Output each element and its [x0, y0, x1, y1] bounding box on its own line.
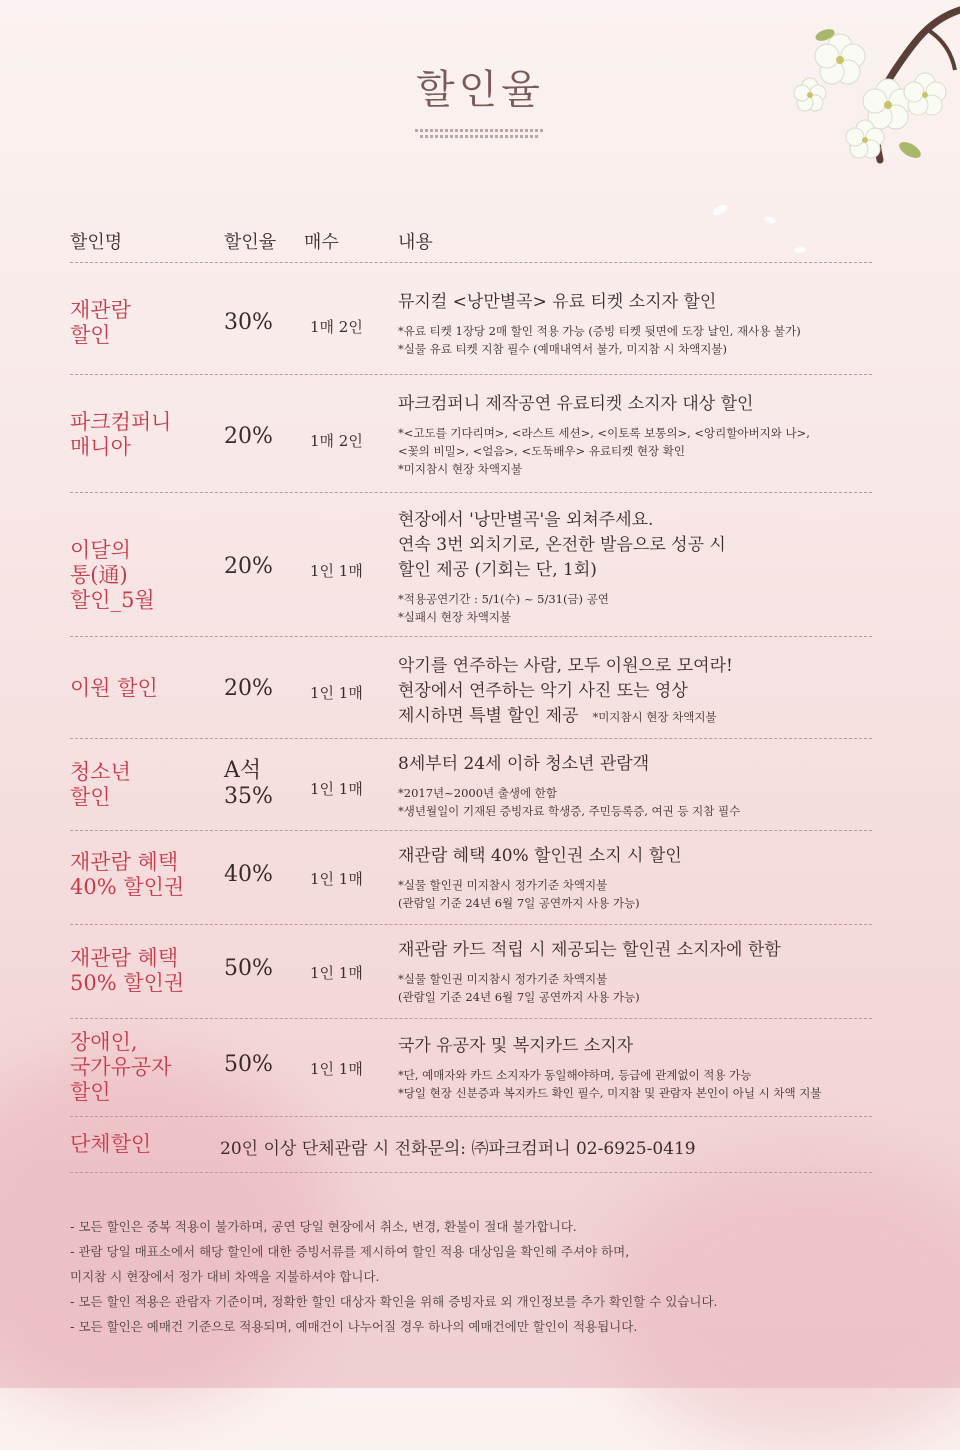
content-note: *실물 할인권 미지참시 정가기준 차액지불 [398, 878, 608, 892]
discount-name-line: 파크컴퍼니 [70, 410, 172, 434]
discount-name-line: 재관람 [70, 298, 131, 322]
discount-qty: 1인 1매 [310, 964, 363, 982]
group-name: 단체할인 [70, 1132, 152, 1156]
header-rate: 할인율 [224, 232, 277, 253]
discount-qty: 1인 1매 [310, 562, 363, 580]
content-note: (관람일 기준 24년 6월 7일 공연까지 사용 가능) [398, 990, 640, 1004]
discount-name-line: 재관람 혜택 [70, 946, 179, 970]
discount-name-line: 할인_5월 [70, 588, 155, 612]
divider [70, 636, 872, 637]
discount-qty: 1인 1매 [310, 780, 363, 798]
divider [70, 374, 872, 375]
content-main-text: 재관람 카드 적립 시 제공되는 할인권 소지자에 한함 [398, 940, 781, 960]
content-note: *실물 할인권 미지참시 정가기준 차액지불 [398, 972, 608, 986]
note-item: - 모든 할인은 중복 적용이 불가하며, 공연 당일 현장에서 취소, 변경, 환불이 절대 불가합니다. [70, 1219, 577, 1234]
discount-name-line: 국가유공자 [70, 1055, 172, 1079]
discount-name-line: 할인 [70, 1080, 111, 1104]
notes-list [70, 1214, 890, 1339]
discount-name-line: 이달의 [70, 538, 131, 562]
header-name: 할인명 [70, 232, 123, 253]
content-main-line [398, 654, 870, 679]
discount-name-line: 50% 할인권 [70, 971, 185, 995]
discount-qty: 1매 2인 [310, 318, 363, 336]
content-main-text: 현장에서 연주하는 악기 사진 또는 영상 [398, 681, 688, 701]
divider [70, 738, 872, 739]
discount-name [70, 410, 171, 460]
discount-rate-line: 35% [224, 784, 273, 809]
discount-content [398, 938, 870, 1006]
discount-name-line: 장애인, [70, 1030, 138, 1054]
divider [70, 830, 872, 831]
discount-rate-line: A석 [224, 758, 262, 783]
divider [70, 262, 872, 263]
discount-content [398, 1034, 870, 1102]
discount-rate [224, 676, 273, 702]
content-main-line [398, 844, 870, 869]
discount-content [398, 654, 870, 730]
content-inline-note: *미지참시 현장 차액지불 [592, 710, 717, 724]
discount-qty: 1매 2인 [310, 432, 363, 450]
content-note: *적용공연기간 : 5/1(수) ~ 5/31(금) 공연 [398, 592, 609, 606]
discount-rate [224, 554, 273, 580]
content-main-text: 제시하면 특별 할인 제공 [398, 706, 579, 726]
discount-rate [224, 1052, 273, 1078]
discount-rate [224, 758, 273, 810]
discount-name-line: 할인 [70, 785, 111, 809]
discount-rate [224, 956, 273, 982]
divider [70, 1116, 872, 1117]
title-block [0, 58, 960, 141]
content-main-text: 연속 3번 외치기로, 온전한 발음으로 성공 시 [398, 535, 726, 555]
note-item: - 관람 당일 매표소에서 해당 할인에 대한 증빙서류를 제시하여 할인 적용 대상임을 확인해 주셔야 하며, [70, 1244, 630, 1259]
discount-qty: 1인 1매 [310, 684, 363, 702]
discount-content [398, 844, 870, 912]
content-main-line [398, 392, 870, 417]
discount-name [70, 1030, 171, 1105]
content-main-line [398, 290, 870, 315]
content-main-text: 파크컴퍼니 제작공연 유료티켓 소지자 대상 할인 [398, 394, 754, 414]
discount-name-line: 매니아 [70, 435, 131, 459]
page-title: 할인율 [416, 67, 544, 113]
content-main-line [398, 704, 870, 730]
discount-name-line: 청소년 [70, 760, 131, 784]
divider [70, 492, 872, 493]
content-note: *2017년~2000년 출생에 한함 [398, 786, 557, 800]
content-note: *<고도를 기다리며>, <라스트 세션>, <이토록 보통의>, <앙리할아버지와 나>, [398, 426, 810, 440]
title-underline [415, 129, 545, 132]
content-note: *단, 예매자와 카드 소지자가 동일해야하며, 등급에 관계없이 적용 가능 [398, 1068, 752, 1082]
discount-content [398, 290, 870, 358]
content-main-line [398, 558, 870, 583]
header-qty: 매수 [304, 232, 339, 253]
discount-name [70, 298, 131, 348]
discount-content [398, 392, 870, 478]
divider [70, 924, 872, 925]
discount-name [70, 538, 155, 613]
content-main-text: 악기를 연주하는 사람, 모두 이원으로 모여라! [398, 656, 733, 676]
discount-name [70, 850, 184, 900]
content-main-text: 현장에서 '낭만별곡'을 외쳐주세요. [398, 510, 654, 530]
content-main-text: 할인 제공 (기회는 단, 1회) [398, 560, 597, 580]
discount-rate-line: 50% [224, 956, 273, 981]
discount-name-line: 40% 할인권 [70, 875, 185, 899]
content-note: *실패시 현장 차액지불 [398, 610, 512, 624]
discount-name-line: 통(通) [70, 563, 128, 587]
note-item: - 모든 할인은 예매건 기준으로 적용되며, 예매건이 나누어질 경우 하나의 예매건에만 할인이 적용됩니다. [70, 1319, 638, 1334]
discount-rate-line: 20% [224, 424, 273, 449]
petals-decoration [700, 190, 820, 270]
divider [70, 1018, 872, 1019]
content-note: *생년월일이 기재된 증빙자료 학생증, 주민등록증, 여권 등 지참 필수 [398, 804, 741, 818]
discount-content [398, 752, 870, 820]
content-note: (관람일 기준 24년 6월 7일 공연까지 사용 가능) [398, 896, 640, 910]
content-note: *당일 현장 신분증과 복지카드 확인 필수, 미지참 및 관람자 본인이 아닐 시 차액 지불 [398, 1086, 822, 1100]
group-text: 20인 이상 단체관람 시 전화문의: ㈜파크컴퍼니 02-6925-0419 [220, 1139, 696, 1159]
discount-content [398, 508, 870, 626]
content-main-text: 8세부터 24세 이하 청소년 관람객 [398, 754, 650, 774]
discount-rate-line: 50% [224, 1052, 273, 1077]
discount-qty: 1인 1매 [310, 870, 363, 888]
title-underline [420, 135, 540, 138]
content-main-text: 국가 유공자 및 복지카드 소지자 [398, 1036, 634, 1056]
discount-rate [224, 424, 273, 450]
discount-rate-line: 20% [224, 676, 273, 701]
discount-rate [224, 862, 273, 888]
note-item: 미지참 시 현장에서 정가 대비 차액을 지불하셔야 합니다. [70, 1269, 380, 1284]
discount-rate-line: 30% [224, 310, 273, 335]
content-main-line [398, 533, 870, 558]
discount-name [70, 676, 158, 701]
content-main-line [398, 679, 870, 704]
content-main-text: 뮤지컬 <낭만별곡> 유료 티켓 소지자 할인 [398, 292, 717, 312]
header-content: 내용 [398, 232, 433, 253]
content-note: *실물 유료 티켓 지참 필수 (예매내역서 불가, 미지참 시 차액지불) [398, 342, 728, 356]
discount-rate [224, 310, 273, 336]
content-main-line [398, 938, 870, 963]
discount-name-line: 할인 [70, 323, 111, 347]
discount-name-line: 재관람 혜택 [70, 850, 179, 874]
content-note: *미지참시 현장 차액지불 [398, 462, 523, 476]
content-main-text: 재관람 혜택 40% 할인권 소지 시 할인 [398, 846, 682, 866]
content-main-line [398, 508, 870, 533]
discount-qty: 1인 1매 [310, 1060, 363, 1078]
discount-rate-line: 20% [224, 554, 273, 579]
discount-name [70, 760, 131, 810]
discount-rate-line: 40% [224, 862, 273, 887]
divider [70, 1172, 872, 1173]
note-item: - 모든 할인 적용은 관람자 기준이며, 정확한 할인 대상자 확인을 위해 증빙자료 외 개인정보를 추가 확인할 수 있습니다. [70, 1294, 718, 1309]
content-main-line [398, 1034, 870, 1059]
content-note: *유료 티켓 1장당 2매 할인 적용 가능 (증빙 티켓 뒷면에 도장 날인, 재사용 불가) [398, 324, 801, 338]
discount-name [70, 946, 184, 996]
content-note: <꽃의 비밀>, <얼음>, <도둑배우> 유료티켓 현장 확인 [398, 444, 686, 458]
discount-name-line: 이원 할인 [70, 676, 158, 700]
content-main-line [398, 752, 870, 777]
